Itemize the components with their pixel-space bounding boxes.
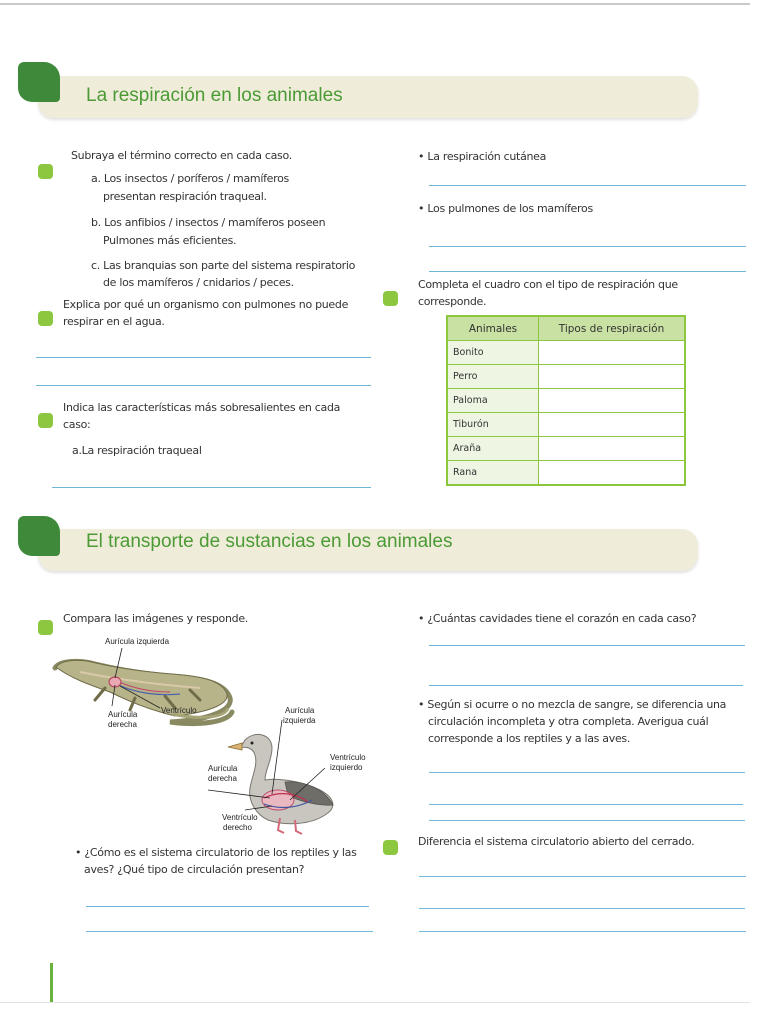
bottom-divider	[0, 1002, 750, 1003]
label-auricula-derecha: Aurícula	[208, 764, 238, 773]
answer-line[interactable]	[429, 804, 743, 805]
sub-question: aves? ¿Qué tipo de circulación presentan?	[84, 863, 305, 876]
answer-line[interactable]	[429, 820, 745, 821]
option-item: Pulmones más eficientes.	[103, 234, 237, 247]
answer-line[interactable]	[429, 271, 746, 272]
table-row	[447, 341, 685, 365]
question-text: Explica por qué un organismo con pulmones no puede	[63, 298, 349, 311]
section-title: El transporte de sustancias en los animales	[86, 531, 453, 552]
answer-cell[interactable]	[539, 341, 686, 365]
answer-line[interactable]	[429, 185, 746, 186]
sub-item: a.La respiración traqueal	[72, 444, 202, 457]
answer-line[interactable]	[419, 908, 745, 909]
sub-question: • ¿Cuántas cavidades tiene el corazón en cada caso?	[418, 612, 697, 625]
label-ventriculo-derecho: Ventrículo	[222, 813, 258, 822]
answer-line[interactable]	[36, 385, 371, 386]
respiration-table	[446, 315, 686, 486]
question-text: Completa el cuadro con el tipo de respiración que	[418, 278, 678, 291]
question-text: corresponde.	[418, 295, 487, 308]
question-text: respirar en el agua.	[63, 315, 165, 328]
table-header-types: Tipos de respiración	[539, 316, 686, 341]
sub-question: • Según si ocurre o no mezcla de sangre, se diferencia una	[418, 698, 727, 711]
answer-line[interactable]	[419, 876, 746, 877]
animal-cell: Bonito	[447, 341, 539, 365]
answer-line[interactable]	[86, 931, 373, 932]
animal-cell: Paloma	[447, 389, 539, 413]
label-ventriculo-izquierdo: izquierdo	[330, 763, 363, 772]
question-text: caso:	[63, 418, 91, 431]
answer-cell[interactable]	[539, 389, 686, 413]
section-tab-icon	[18, 516, 60, 556]
table-row	[447, 365, 685, 389]
option-item: de los mamíferos / cnidarios / peces.	[103, 276, 294, 289]
question-text: Diferencia el sistema circulatorio abierto del cerrado.	[418, 835, 695, 848]
answer-line[interactable]	[86, 906, 369, 907]
label-ventriculo-izquierdo: Ventrículo	[330, 753, 366, 762]
answer-line[interactable]	[419, 931, 746, 932]
animal-cell: Perro	[447, 365, 539, 389]
answer-cell[interactable]	[539, 461, 686, 486]
table-row	[447, 461, 685, 486]
sub-question: corresponde a los reptiles y a las aves.	[428, 732, 631, 745]
label-auricula-izquierda: izquierda	[283, 716, 316, 725]
question-prompt: Compara las imágenes y responde.	[63, 612, 248, 625]
circulatory-illustration	[50, 630, 350, 840]
section-title: La respiración en los animales	[86, 85, 343, 106]
answer-line[interactable]	[429, 246, 746, 247]
option-item: a. Los insectos / poríferos / mamíferos	[91, 172, 289, 185]
question-bullet	[383, 291, 398, 306]
answer-cell[interactable]	[539, 413, 686, 437]
label-auricula-derecha: derecha	[208, 774, 237, 783]
answer-cell[interactable]	[539, 437, 686, 461]
question-bullet	[38, 311, 53, 326]
option-item: presentan respiración traqueal.	[103, 190, 267, 203]
top-divider	[0, 3, 750, 5]
answer-line[interactable]	[52, 487, 371, 488]
answer-line[interactable]	[429, 772, 745, 773]
answer-line[interactable]	[429, 685, 743, 686]
page-margin-bar	[50, 963, 53, 1003]
label-ventriculo-derecho: derecho	[223, 823, 252, 832]
question-bullet	[383, 840, 398, 855]
lizard-illustration	[55, 660, 232, 723]
question-text: Indica las características más sobresalientes en cada	[63, 401, 341, 414]
question-bullet	[38, 164, 53, 179]
section-tab-icon	[18, 62, 60, 102]
option-item: c. Las branquias son parte del sistema respiratorio	[91, 259, 356, 272]
sub-question: • ¿Cómo es el sistema circulatorio de los reptiles y las	[75, 846, 357, 859]
answer-line[interactable]	[429, 645, 745, 646]
table-row	[447, 437, 685, 461]
animal-cell: Tiburón	[447, 413, 539, 437]
sub-item: • Los pulmones de los mamíferos	[418, 202, 593, 215]
animal-cell: Rana	[447, 461, 539, 486]
label-auricula-izquierda: Aurícula izquierda	[105, 637, 170, 646]
option-item: b. Los anfibios / insectos / mamíferos poseen	[91, 216, 326, 229]
sub-question: circulación incompleta y otra completa. Averigua cuál	[428, 715, 709, 728]
animal-cell: Araña	[447, 437, 539, 461]
question-bullet	[38, 413, 53, 428]
answer-cell[interactable]	[539, 365, 686, 389]
label-auricula-izquierda: Aurícula	[285, 706, 315, 715]
table-header-animals: Animales	[447, 316, 539, 341]
label-auricula-derecha: derecha	[108, 720, 137, 729]
label-auricula-derecha: Aurícula	[108, 710, 138, 719]
sub-item: • La respiración cutánea	[418, 150, 547, 163]
label-ventriculo: Ventrículo	[161, 706, 197, 715]
question-prompt: Subraya el término correcto en cada caso.	[71, 149, 292, 162]
answer-line[interactable]	[36, 357, 371, 358]
table-row	[447, 413, 685, 437]
table-row	[447, 389, 685, 413]
